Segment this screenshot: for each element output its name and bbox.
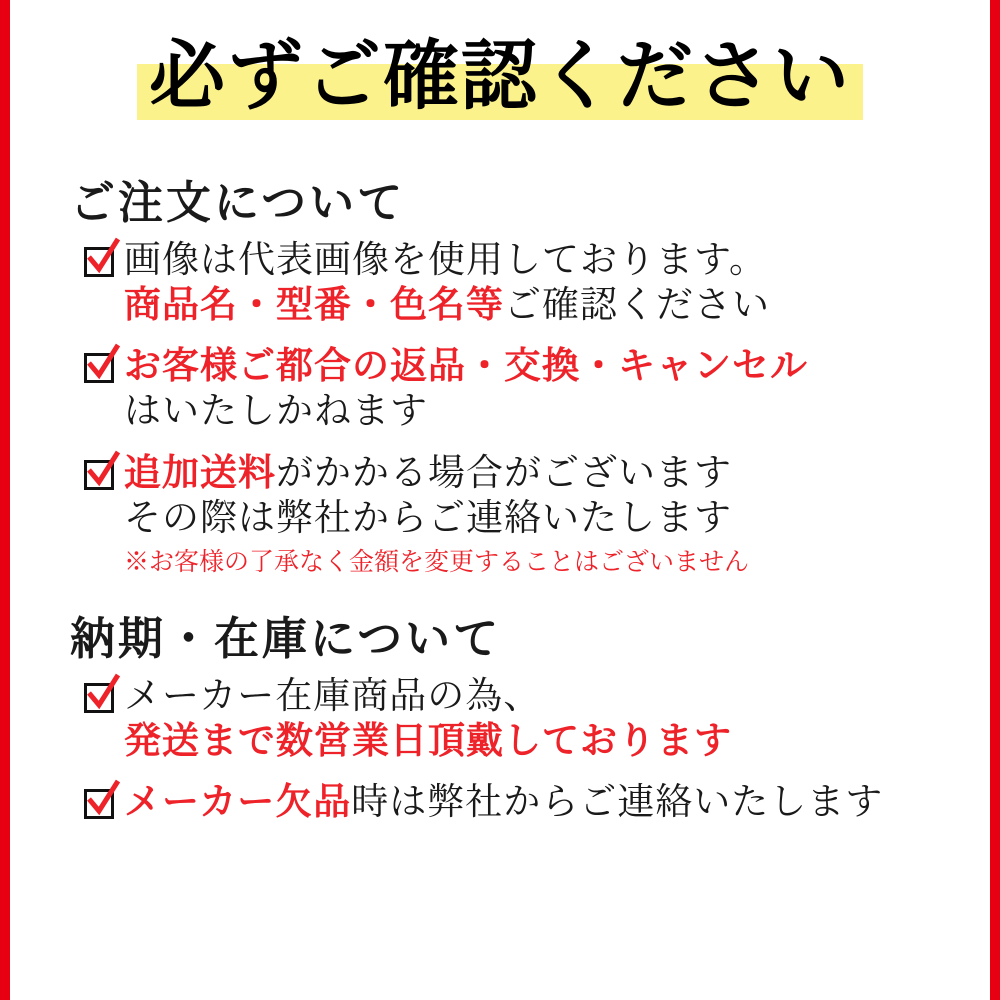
list-item-lines	[124, 673, 960, 763]
list-item-note: ※お客様の了承なく金額を変更することはございません	[124, 546, 750, 576]
red-emphasis: メーカー欠品	[124, 779, 352, 823]
section-heading-orders: ご注文について	[70, 176, 406, 229]
checkbox-checked-icon	[80, 241, 120, 281]
list-line: はいたしかねます	[124, 389, 428, 433]
plain-text: がかかる場合がございます	[276, 450, 732, 494]
list-item-lines	[124, 343, 960, 433]
list-line-mixed	[124, 282, 960, 327]
list-item	[80, 673, 960, 763]
list-item	[80, 343, 960, 433]
page-title	[137, 31, 863, 120]
plain-text: ご確認ください	[504, 283, 770, 327]
checkbox-checked-icon	[80, 677, 120, 717]
list-line: 発送まで数営業日頂戴しております	[124, 717, 732, 762]
check-mark-icon	[85, 673, 121, 713]
left-red-bar	[0, 0, 10, 1000]
list-item-lines	[124, 779, 960, 824]
list-item	[80, 450, 960, 578]
list-line: お客様ご都合の返品・交換・キャンセル	[124, 343, 808, 388]
list-item-lines	[124, 450, 960, 578]
red-emphasis: 追加送料	[124, 449, 276, 494]
list-item	[80, 237, 960, 327]
check-mark-icon	[85, 779, 121, 819]
list-item-lines	[124, 237, 960, 327]
list-item	[80, 779, 960, 824]
page-title-text: 必ずご確認ください	[149, 31, 851, 120]
notice-content	[10, 0, 990, 1000]
list-line-mixed	[124, 450, 960, 495]
list-line: 画像は代表画像を使用しております。	[124, 238, 768, 281]
checkbox-checked-icon	[80, 454, 120, 494]
list-line-mixed	[124, 779, 960, 824]
title-wrap	[40, 31, 960, 120]
checkbox-checked-icon	[80, 783, 120, 823]
section-heading-delivery: 納期・在庫について	[70, 611, 502, 665]
list-line: その際は弊社からご連絡いたします	[124, 495, 732, 539]
right-red-bar	[990, 0, 1000, 1000]
check-mark-icon	[85, 343, 121, 383]
check-mark-icon	[85, 237, 121, 277]
checkbox-checked-icon	[80, 347, 120, 387]
red-emphasis: 商品名・型番・色名等	[124, 282, 504, 327]
list-line: メーカー在庫商品の為、	[124, 673, 542, 717]
check-mark-icon	[85, 450, 121, 490]
plain-text: 時は弊社からご連絡いたします	[351, 780, 884, 823]
